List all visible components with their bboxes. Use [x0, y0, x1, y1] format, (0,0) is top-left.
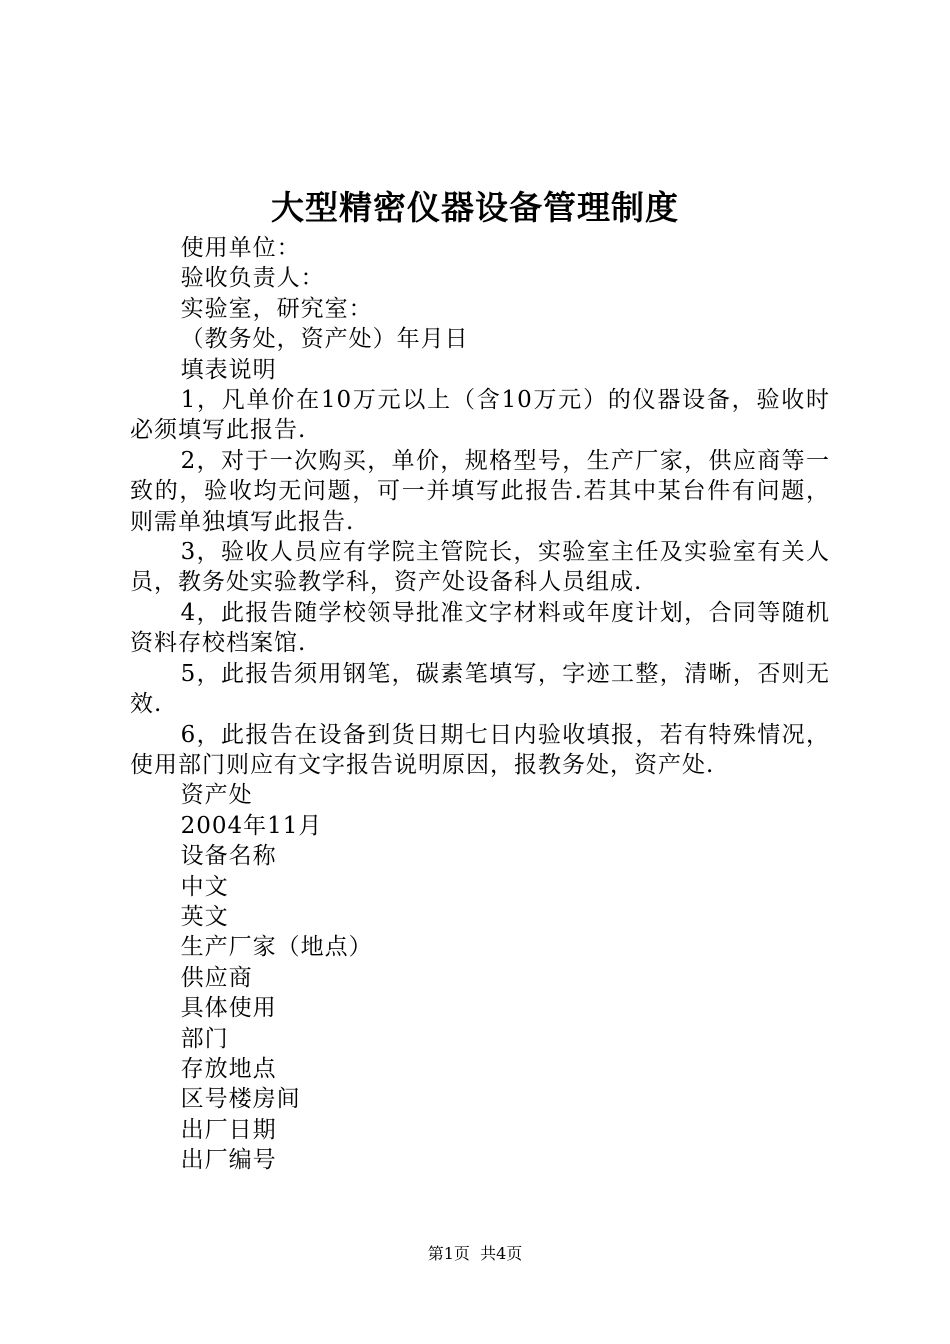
form-field-label: 供应商 [180, 964, 253, 991]
date-line: 2004年11月 [180, 812, 323, 839]
field-line: 验收负责人： [180, 265, 325, 292]
issuer-line: 资产处 [180, 782, 253, 809]
instruction-paragraph: 2，对于一次购买，单价，规格型号，生产厂家，供应商等一致的，验收均无问题，可一并填写此报告.若其中某台件有问题，则需单独填写此报告. [130, 447, 830, 535]
form-field-label: 具体使用 [180, 995, 277, 1022]
document-body [130, 233, 830, 1176]
form-field-label: 出厂日期 [180, 1116, 277, 1143]
instruction-paragraph: 6，此报告在设备到货日期七日内验收填报，若有特殊情况，使用部门则应有文字报告说明原因，报教务处，资产处. [130, 721, 830, 778]
instruction-paragraph: 1，凡单价在10万元以上（含10万元）的仪器设备，验收时必须填写此报告. [130, 387, 830, 444]
form-field-label: 部门 [180, 1025, 229, 1052]
page-number: 第1页 [427, 1244, 470, 1263]
page-footer [0, 1243, 950, 1265]
instruction-paragraph: 5，此报告须用钢笔，碳素笔填写，字迹工整，清晰，否则无效. [130, 660, 830, 718]
form-field-label: 存放地点 [180, 1055, 277, 1082]
form-field-label: 出厂编号 [180, 1147, 277, 1174]
form-field-label: 设备名称 [180, 843, 277, 870]
page-total: 共4页 [480, 1244, 523, 1263]
instruction-paragraph: 3，验收人员应有学院主管院长，实验室主任及实验室有关人员，教务处实验教学科，资产处设备科人员组成. [130, 539, 830, 596]
form-field-label: 英文 [180, 903, 229, 930]
form-field-label: 中文 [180, 873, 229, 900]
field-line: （教务处，资产处）年月日 [180, 326, 469, 353]
field-line: 使用单位： [180, 235, 301, 261]
form-field-label: 生产厂家（地点） [180, 934, 373, 961]
section-heading: 填表说明 [180, 356, 277, 383]
field-line: 实验室，研究室： [180, 295, 373, 322]
instruction-paragraph: 4，此报告随学校领导批准文字材料或年度计划，合同等随机资料存校档案馆. [130, 599, 830, 657]
document-title: 大型精密仪器设备管理制度 [271, 188, 679, 227]
form-field-label: 区号楼房间 [180, 1086, 301, 1113]
